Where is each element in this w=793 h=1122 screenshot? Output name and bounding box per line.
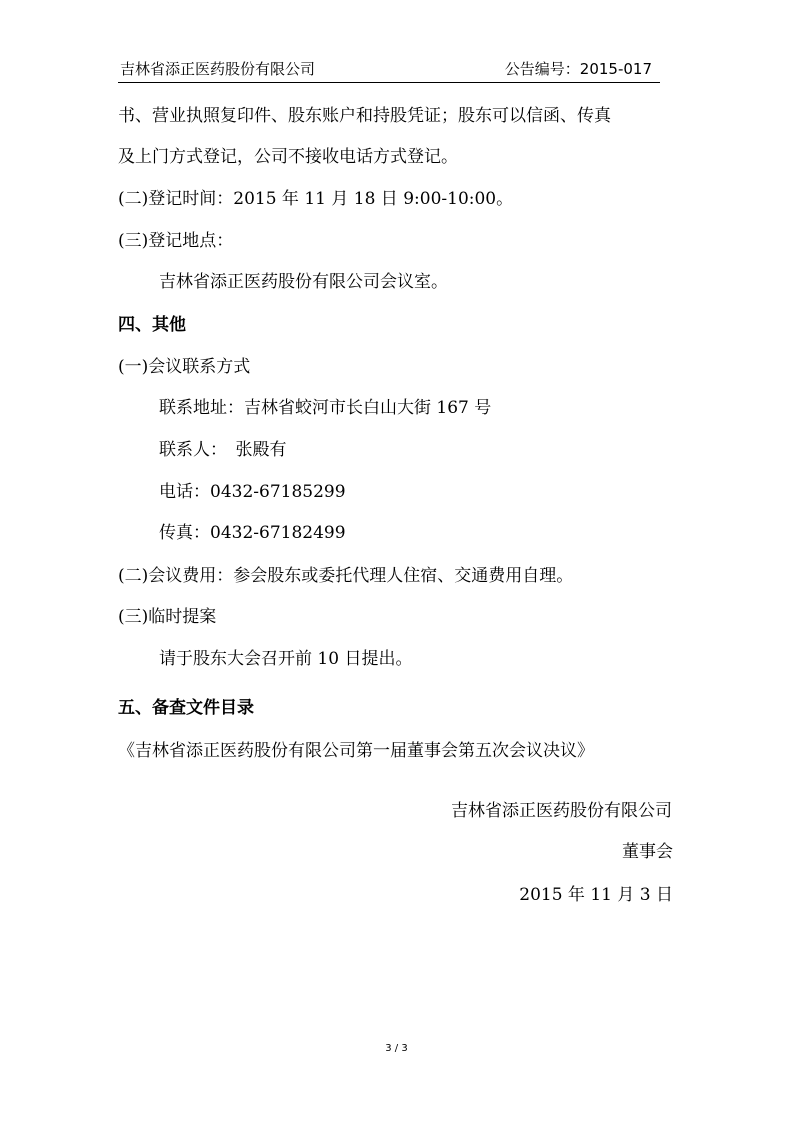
contact-fax: 传真：0432-67182499 [159, 523, 346, 543]
registration-location-label: (三)登记地点： [118, 231, 234, 251]
contact-address: 联系地址：吉林省蛟河市长白山大街 167 号 [159, 398, 492, 418]
section-heading-documents: 五、备查文件目录 [118, 698, 254, 718]
text-line-1: 书、营业执照复印件、股东账户和持股凭证；股东可以信函、传真 [118, 106, 611, 126]
page-header [118, 56, 660, 83]
page-number: 3 / 3 [385, 1043, 408, 1054]
registration-time: (二)登记时间：2015 年 11 月 18 日 9:00-10:00。 [118, 189, 514, 209]
section-heading-other: 四、其他 [118, 315, 186, 335]
contact-section-label: (一)会议联系方式 [118, 357, 251, 377]
reference-document: 《吉林省添正医药股份有限公司第一届董事会第五次会议决议》 [118, 741, 594, 761]
temporary-proposals-label: (三)临时提案 [118, 607, 217, 627]
signature-date: 2015 年 11 月 3 日 [519, 885, 673, 905]
header-company: 吉林省添正医药股份有限公司 [120, 60, 316, 78]
signature-board: 董事会 [622, 842, 673, 862]
signature-company: 吉林省添正医药股份有限公司 [451, 801, 672, 821]
contact-person: 联系人： 张殿有 [159, 440, 287, 460]
header-notice-number: 公告编号：2015-017 [504, 60, 652, 78]
text-line-2: 及上门方式登记，公司不接收电话方式登记。 [118, 147, 458, 167]
temporary-proposals: 请于股东大会召开前 10 日提出。 [159, 649, 413, 669]
meeting-fees: (二)会议费用：参会股东或委托代理人住宿、交通费用自理。 [118, 566, 574, 586]
contact-phone: 电话：0432-67185299 [159, 482, 346, 502]
registration-location: 吉林省添正医药股份有限公司会议室。 [159, 272, 448, 292]
